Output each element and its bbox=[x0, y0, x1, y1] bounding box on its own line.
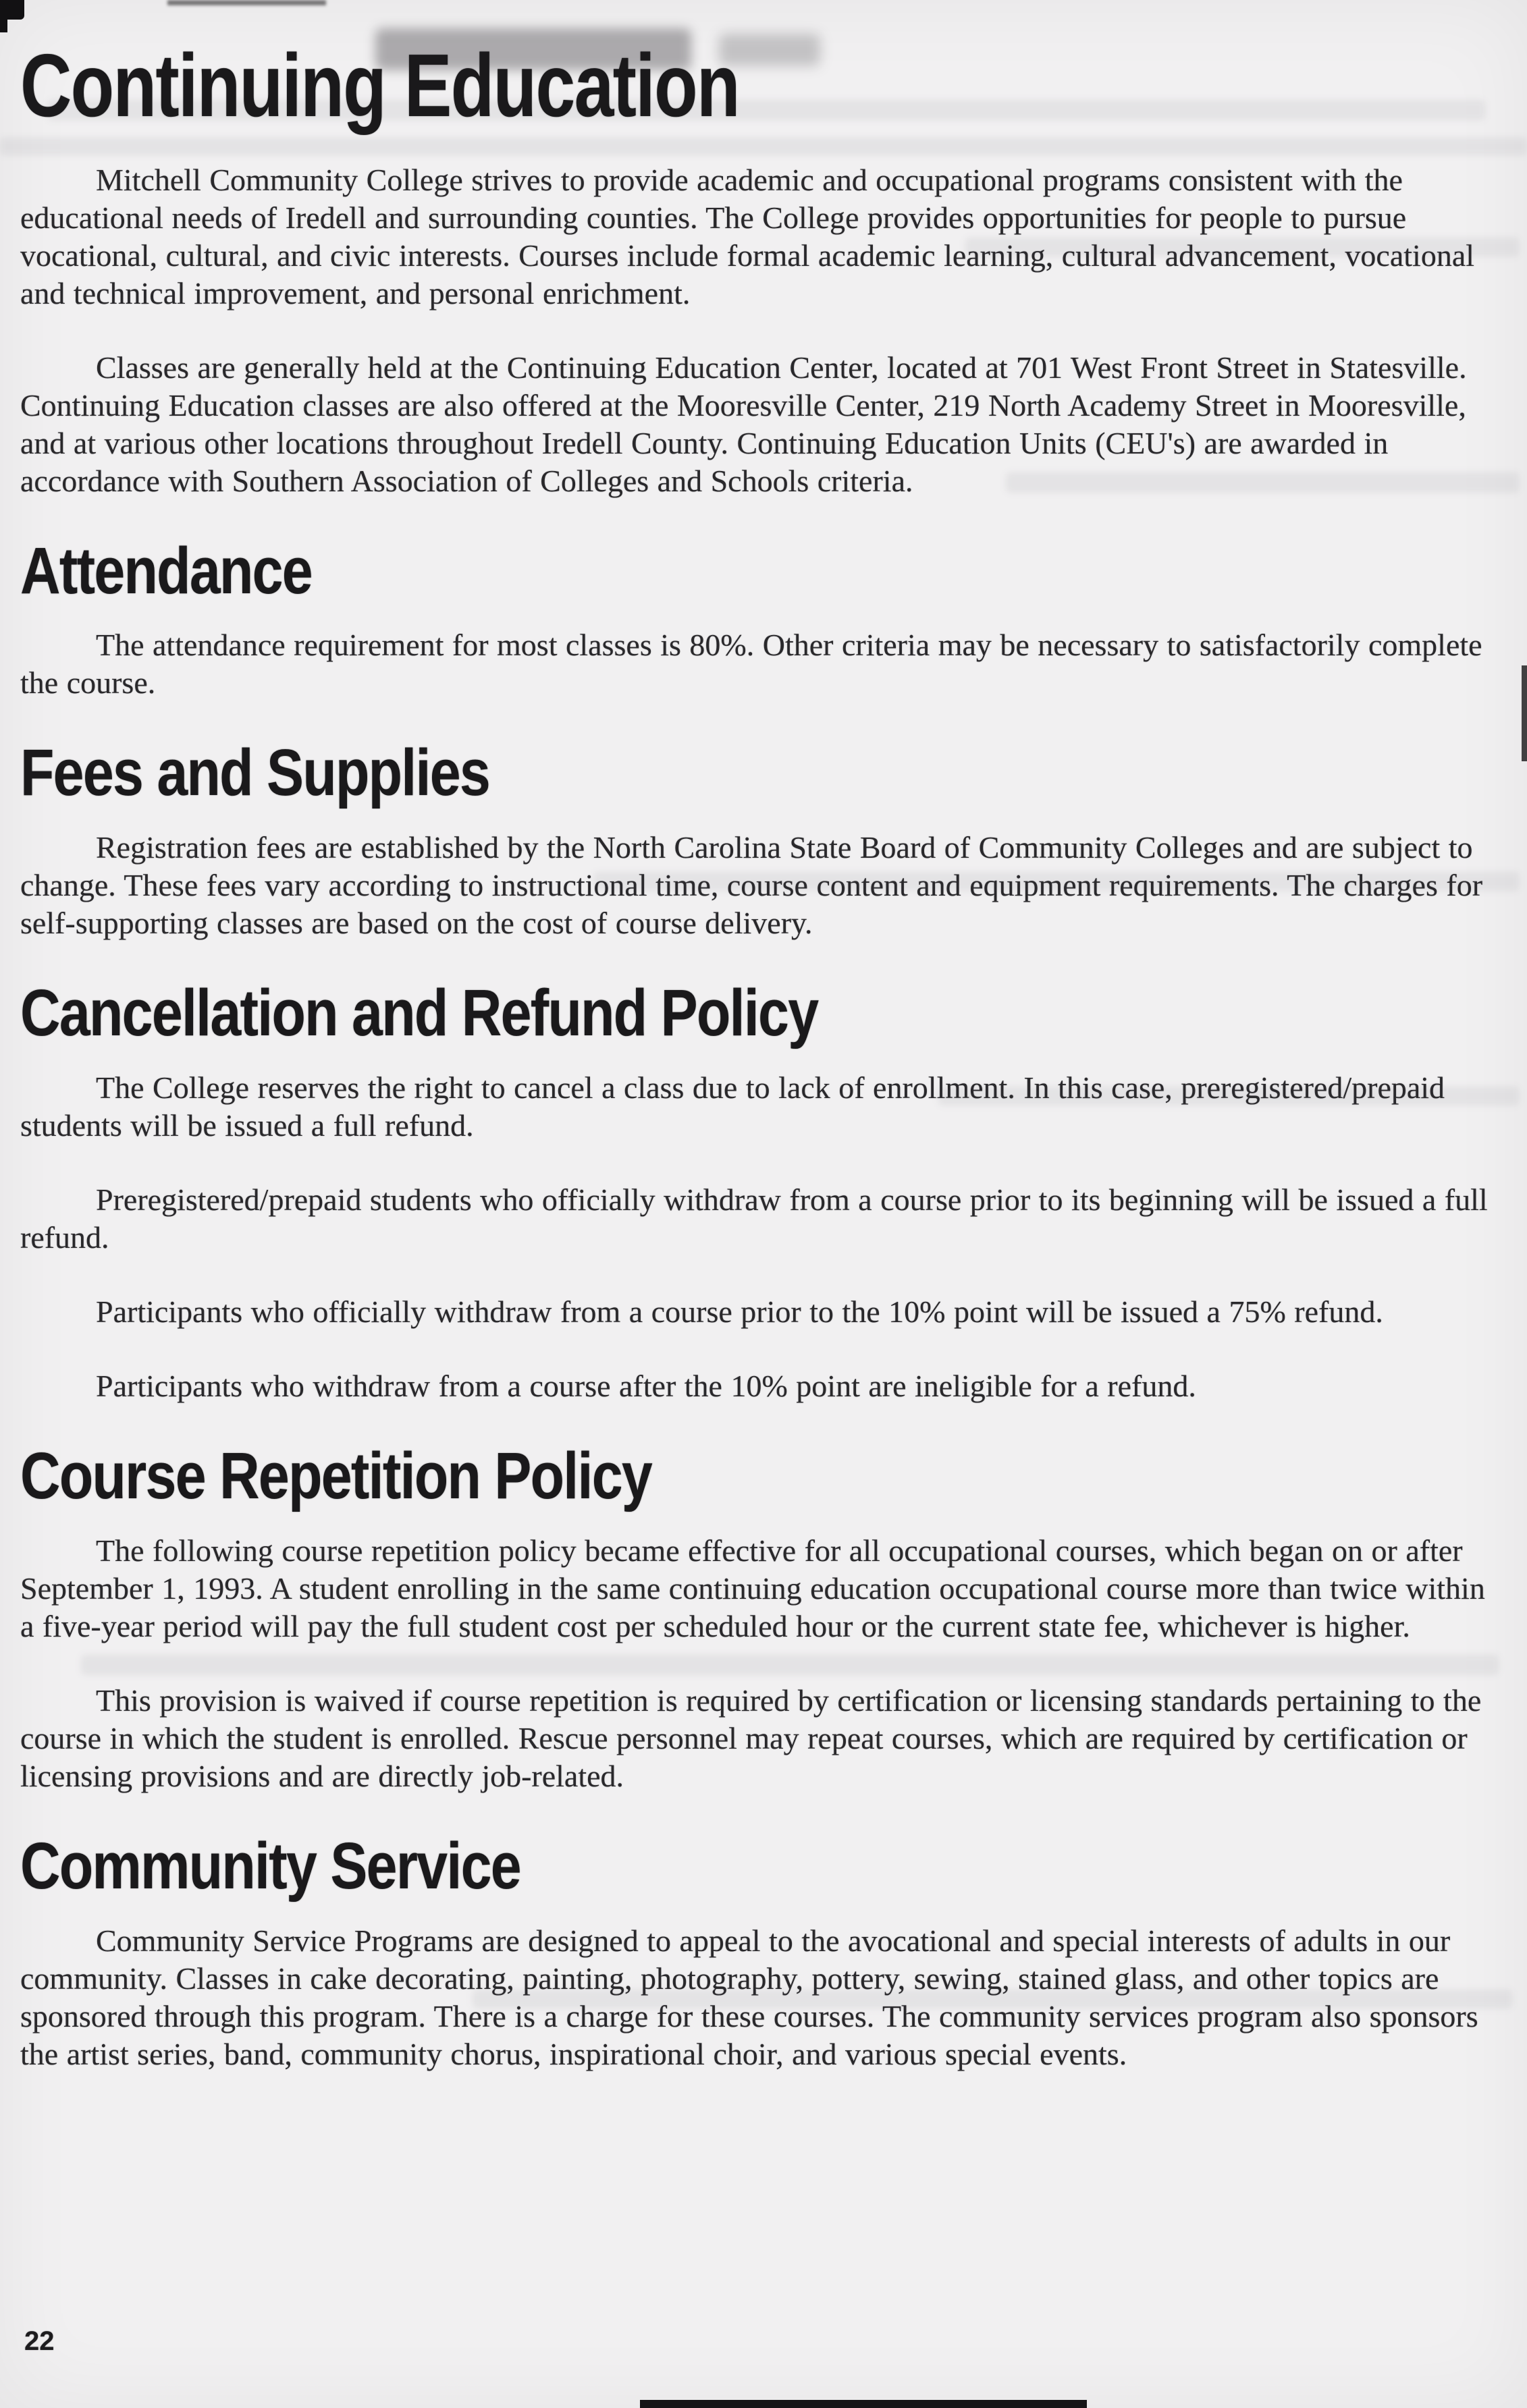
section-heading-fees-and-supplies: Fees and Supplies bbox=[20, 736, 490, 810]
scan-corner-mark bbox=[0, 0, 24, 20]
intro-paragraph-1: Mitchell Community College strives to provide academic and occupational programs consistent with the educational needs of Iredell and surrounding counties. The College provides opportunities for people to pursue vocational, cultural, and civic interests. Courses include formal academic learning, cultural advancement, vocational and technical improvement, and personal enrichment. bbox=[20, 162, 1475, 310]
repetition-paragraph-2: This provision is waived if course repetition is required by certification or licensing standards pertaining to the course in which the student is enrolled. Rescue personnel may repeat courses, which are required by certification or licensing provisions and are directly job-related. bbox=[20, 1682, 1482, 1793]
intro-paragraph-2: Classes are generally held at the Continuing Education Center, located at 701 West Front Street in Statesville. Continuing Education classes are also offered at the Mooresville Center, 219 North Academy Street in Mooresville, and at various other locations throughout Iredell County. Continuing Education Units (CEU's) are awarded in accordance with Southern Association of Colleges and Schools criteria. bbox=[20, 350, 1467, 498]
fees-paragraph: Registration fees are established by the North Carolina State Board of Community Colleges and are subject to change. These fees vary according to instructional time, course content and equipment requirements. The charges for self-supporting classes are based on the cost of course delivery. bbox=[20, 830, 1483, 941]
repetition-paragraph-1: The following course repetition policy became effective for all occupational courses, which began on or after September 1, 1993. A student enrolling in the same continuing education occupational course more than twice within a five-year period will pay the full student cost per scheduled hour or the current state fee, whichever is higher. bbox=[20, 1533, 1485, 1643]
scan-edge-mark bbox=[0, 0, 7, 32]
cancellation-paragraph-2: Preregistered/prepaid students who officially withdraw from a course prior to its beginning will be issued a full refund. bbox=[20, 1182, 1488, 1255]
section-heading-cancellation-refund: Cancellation and Refund Policy bbox=[20, 976, 818, 1050]
scan-top-smudge bbox=[167, 0, 326, 5]
scan-bottom-mark bbox=[640, 2400, 1087, 2408]
cancellation-paragraph-4: Participants who withdraw from a course after the 10% point are ineligible for a refund. bbox=[96, 1369, 1196, 1404]
page-number: 22 bbox=[24, 2326, 55, 2356]
section-heading-attendance: Attendance bbox=[20, 533, 312, 607]
section-heading-course-repetition: Course Repetition Policy bbox=[20, 1439, 652, 1513]
community-service-paragraph: Community Service Programs are designed to appeal to the avocational and special interests of adults in our community. Classes in cake decorating, painting, photography, pottery, sewing, stained glass, and other topics are sponsored through this program. There is a charge for these courses. The community services program also sponsors the artist series, band, community chorus, inspirational choir, and various special events. bbox=[20, 1923, 1478, 2071]
cancellation-paragraph-3: Participants who officially withdraw from a course prior to the 10% point will be issued a 75% refund. bbox=[96, 1294, 1383, 1330]
attendance-paragraph: The attendance requirement for most classes is 80%. Other criteria may be necessary to satisfactorily complete the course. bbox=[20, 628, 1482, 701]
scan-right-edge-mark bbox=[1522, 665, 1527, 761]
cancellation-paragraph-1: The College reserves the right to cancel a class due to lack of enrollment. In this case, preregistered/prepaid students will be issued a full refund. bbox=[20, 1070, 1445, 1143]
section-heading-community-service: Community Service bbox=[20, 1828, 520, 1903]
scan-bleedthrough-line bbox=[0, 138, 1527, 155]
page-title: Continuing Education bbox=[20, 36, 739, 135]
scan-bleedthrough-line bbox=[81, 1655, 1499, 1675]
